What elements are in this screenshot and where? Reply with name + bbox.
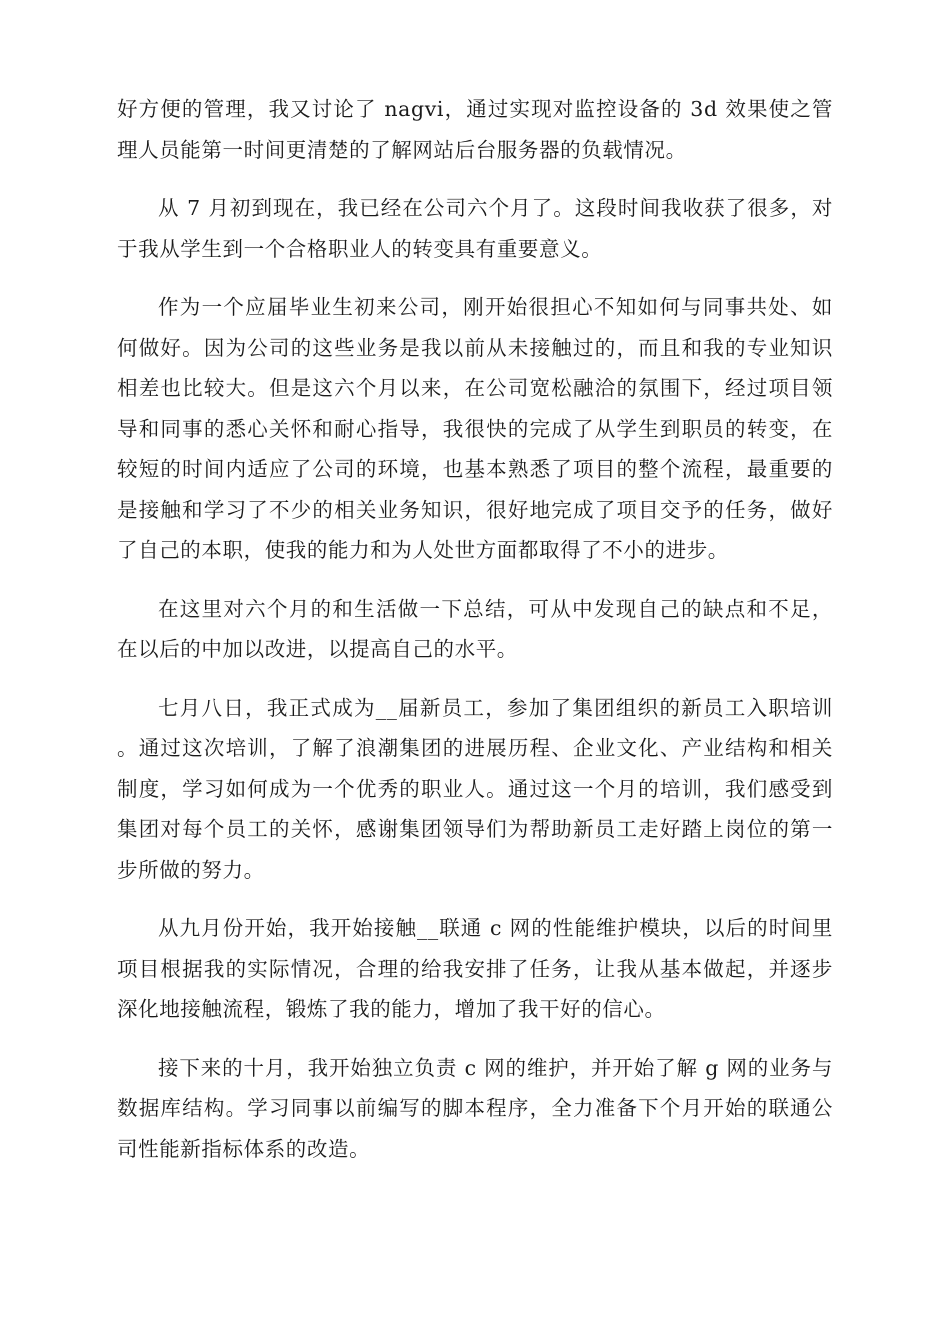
- paragraph: 七月八日，我正式成为__届新员工，参加了集团组织的新员工入职培训。通过这次培训，了解了浪潮集团的进展历程、企业文化、产业结构和相关制度，学习如何成为一个优秀的职业人。通过这一个月的培训，我们感受到集团对每个员工的关怀，感谢集团领导们为帮助新员工走好踏上岗位的第一步所做的努力。: [117, 695, 833, 882]
- paragraph-continued: 好方便的管理，我又讨论了 nagvi，通过实现对监控设备的 3d 效果使之管理人员能第一时间更清楚的了解网站后台服务器的负载情况。: [117, 97, 833, 162]
- paragraph: 从九月份开始，我开始接触__联通 c 网的性能维护模块，以后的时间里项目根据我的实际情况，合理的给我安排了任务，让我从基本做起，并逐步深化地接触流程，锻炼了我的能力，增加了我干好的信心。: [117, 916, 833, 1021]
- paragraph: 作为一个应届毕业生初来公司，刚开始很担心不知如何与同事共处、如何做好。因为公司的这些业务是我以前从未接触过的，而且和我的专业知识相差也比较大。但是这六个月以来，在公司宽松融洽的氛围下，经过项目领导和同事的悉心关怀和耐心指导，我很快的完成了从学生到职员的转变，在较短的时间内适应了公司的环境，也基本熟悉了项目的整个流程，最重要的是接触和学习了不少的相关业务知识，很好地完成了项目交予的任务，做好了自己的本职，使我的能力和为人处世方面都取得了不小的进步。: [117, 295, 833, 562]
- paragraph: 在这里对六个月的和生活做一下总结，可从中发现自己的缺点和不足，在以后的中加以改进，以提高自己的水平。: [117, 596, 833, 661]
- paragraph: 接下来的十月，我开始独立负责 c 网的维护，并开始了解 g 网的业务与数据库结构。学习同事以前编写的脚本程序，全力准备下个月开始的联通公司性能新指标体系的改造。: [117, 1055, 833, 1161]
- paragraph: 从 7 月初到现在，我已经在公司六个月了。这段时间我收获了很多，对于我从学生到一个合格职业人的转变具有重要意义。: [117, 196, 833, 261]
- document-body: [117, 89, 833, 1187]
